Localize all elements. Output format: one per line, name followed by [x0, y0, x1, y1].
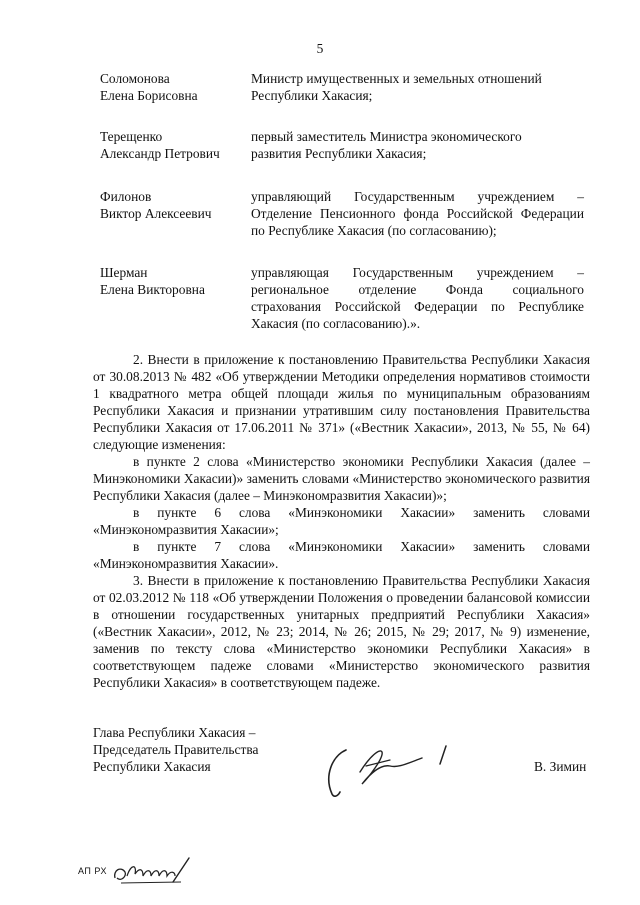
member-surname: Соломонова — [100, 71, 170, 86]
member-name — [100, 128, 250, 162]
member-role-line: Хакасия (по согласованию).». — [251, 316, 421, 331]
member-role-line: Отделение Пенсионного фонда Российской Федерации — [251, 206, 584, 221]
member-surname: Шерман — [100, 265, 148, 280]
member-role-line: Министр имущественных и земельных отношений — [251, 71, 542, 86]
member-role-line: региональное отделение Фонда социального — [251, 282, 584, 297]
member-given-names: Елена Викторовна — [100, 282, 205, 297]
member-role — [251, 264, 584, 332]
approval-stamp — [78, 856, 191, 886]
member-given-names: Елена Борисовна — [100, 88, 198, 103]
member-role-line: Республики Хакасия; — [251, 88, 373, 103]
paragraph-item-2: 2. Внести в приложение к постановлению Правительства Республики Хакасия от 30.08.2013 № 482 «Об утверждении Методики определения нормативов стоимости 1 квадратного метра общей площади жилья по муниципальным образованиям Республики Хакасия и признании утратившим силу постановления Правительства Республики Хакасия от 17.06.2011 № 371» («Вестник Хакасии», 2013, № 55, № 64) следующие изменения: — [93, 352, 590, 452]
paragraph-item-3: 3. Внести в приложение к постановлению Правительства Республики Хакасия от 02.03.2012 № 118 «Об утверждении Положения о проведении балансовой комиссии в отношении государственных унитарных предприятий Республики Хакасия» («Вестник Хакасии», 2012, № 23; 2014, № 26; 2015, № 29; 2017, № 9) изменение, заменив по тексту слова «Министерство экономики Республики Хакасия» в соответствующем падеже словами «Министерство экономического развития Республики Хакасия» в соответствующем падеже. — [93, 573, 590, 690]
member-name — [100, 188, 250, 222]
member-given-names: Александр Петрович — [100, 146, 220, 161]
page-number: 5 — [316, 41, 324, 56]
member-name — [100, 70, 250, 104]
member-role — [251, 70, 584, 104]
handwritten-signature — [318, 736, 468, 810]
member-name — [100, 264, 250, 298]
member-role-line: первый заместитель Министра экономического — [251, 129, 522, 144]
member-role-line: по Республике Хакасия (по согласованию); — [251, 223, 497, 238]
signatory-name: В. Зимин — [534, 759, 587, 774]
stamp-signature — [111, 856, 191, 886]
signatory-position-line: Глава Республики Хакасия – — [93, 725, 256, 740]
paragraph-amendment: в пункте 6 слова «Минэкономики Хакасии» заменить словами «Минэкономразвития Хакасии»; — [93, 505, 590, 537]
member-role-line: управляющая Государственным учреждением – — [251, 265, 584, 280]
signatory-position — [93, 724, 313, 775]
member-surname: Филонов — [100, 189, 152, 204]
member-role — [251, 188, 584, 239]
stamp-label: АП РХ — [78, 865, 107, 876]
member-role-line: управляющий Государственным учреждением – — [251, 189, 584, 204]
paragraph-amendment: в пункте 7 слова «Минэкономики Хакасии» заменить словами «Минэкономразвития Хакасии». — [93, 539, 590, 571]
member-surname: Терещенко — [100, 129, 163, 144]
member-role — [251, 128, 584, 162]
signatory-position-line: Председатель Правительства — [93, 742, 259, 757]
paragraph-amendment: в пункте 2 слова «Министерство экономики Республики Хакасия (далее – Минэкономики Хакасии)» заменить словами «Министерство экономического развития Республики Хакасия (далее – Минэкономразвития Хакасии)»; — [93, 454, 590, 503]
document-body — [93, 351, 590, 691]
member-given-names: Виктор Алексеевич — [100, 206, 212, 221]
signatory-position-line: Республики Хакасия — [93, 759, 211, 774]
member-role-line: страхования Российской Федерации по Республике — [251, 299, 584, 314]
member-role-line: развития Республики Хакасия; — [251, 146, 427, 161]
